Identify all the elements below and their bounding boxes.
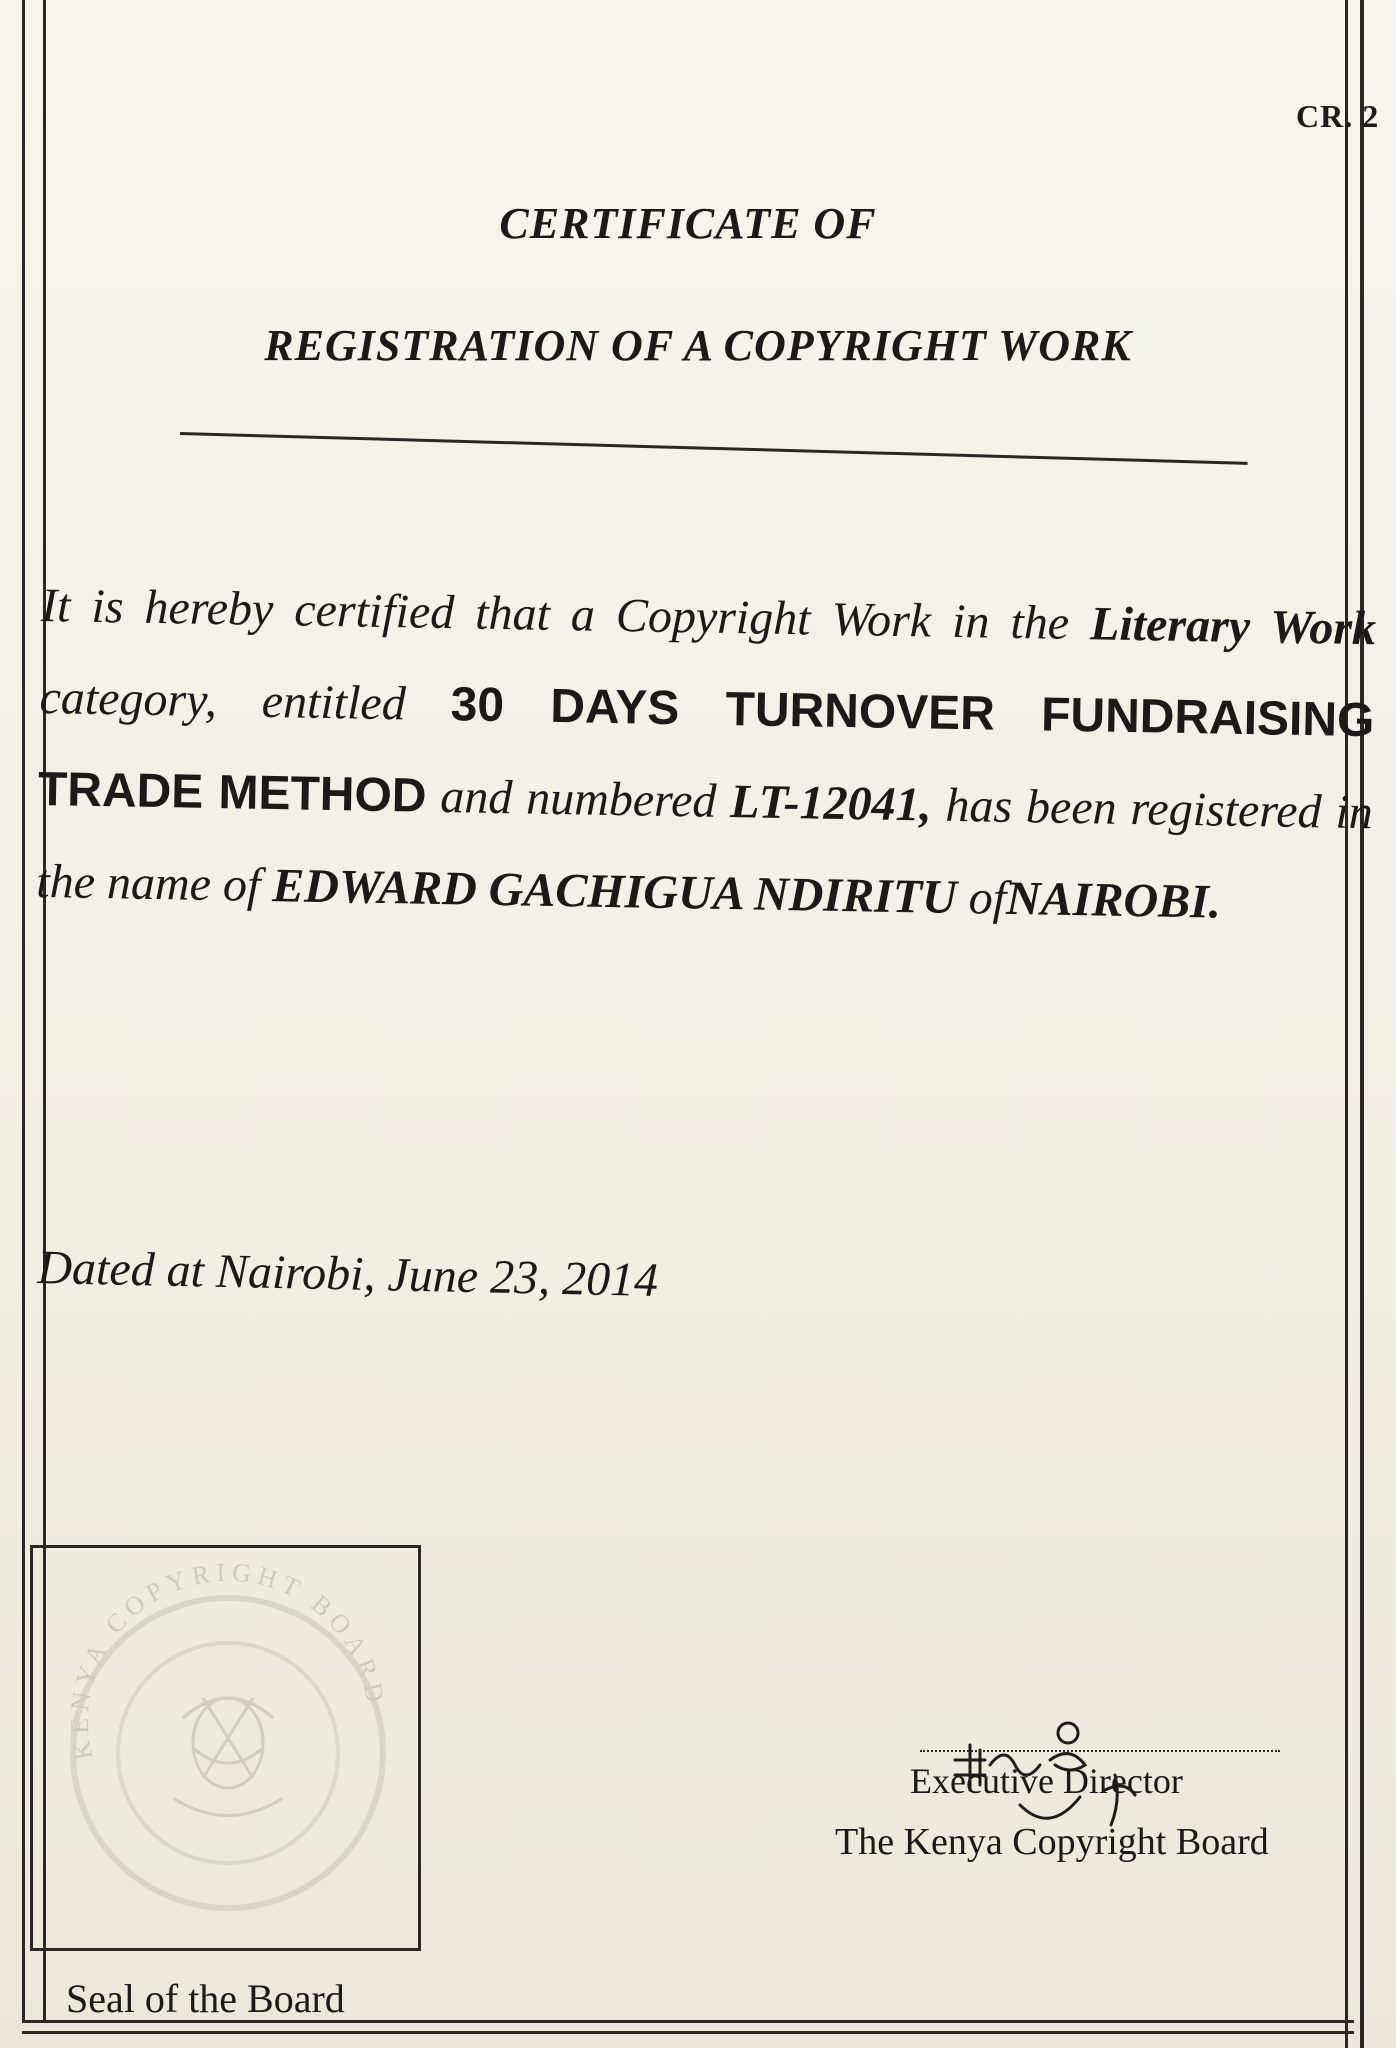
registration-number: LT-12041, — [729, 775, 933, 832]
numbered-prefix: and numbered — [439, 769, 717, 828]
owner-name: EDWARD GACHIGUA NDIRITU — [271, 859, 958, 925]
seal-caption: Seal of the Board — [66, 1976, 345, 2021]
certificate-title-line2: REGISTRATION OF A COPYRIGHT WORK — [264, 321, 1132, 370]
right-border — [1345, 0, 1364, 2048]
signatory-title: Executive Director — [910, 1761, 1183, 1801]
registered-prefix: has been registered in the name of — [35, 778, 1374, 912]
date-line: Dated at Nairobi, June 23, 2014 — [36, 1240, 659, 1307]
intro-text: It is hereby certified that a Copyright Work in the — [40, 578, 1070, 650]
form-code: CR. 2 — [1296, 98, 1380, 134]
coat-of-arms-icon — [173, 1698, 283, 1816]
title-divider — [180, 432, 1248, 465]
work-category: Literary Work — [1089, 597, 1377, 656]
category-suffix: category, entitled — [39, 670, 407, 731]
signatory-organization: The Kenya Copyright Board — [835, 1821, 1269, 1863]
seal-stamp-textpath: KENYA COPYRIGHT BOARD — [64, 1557, 391, 1763]
work-title: 30 DAYS TURNOVER FUNDRAISING TRADE METHOD — [37, 678, 1375, 823]
board-seal-emboss — [33, 1548, 418, 1948]
certificate-title-line1: CERTIFICATE OF — [499, 199, 877, 248]
signature-line — [920, 1750, 1280, 1752]
certification-paragraph — [36, 560, 1377, 951]
location-prefix: of — [968, 871, 1007, 925]
bottom-border — [22, 2020, 1354, 2034]
seal-stamp-text — [65, 1558, 391, 1763]
owner-location: NAIROBI. — [1005, 871, 1222, 929]
seal-box — [30, 1545, 421, 1951]
